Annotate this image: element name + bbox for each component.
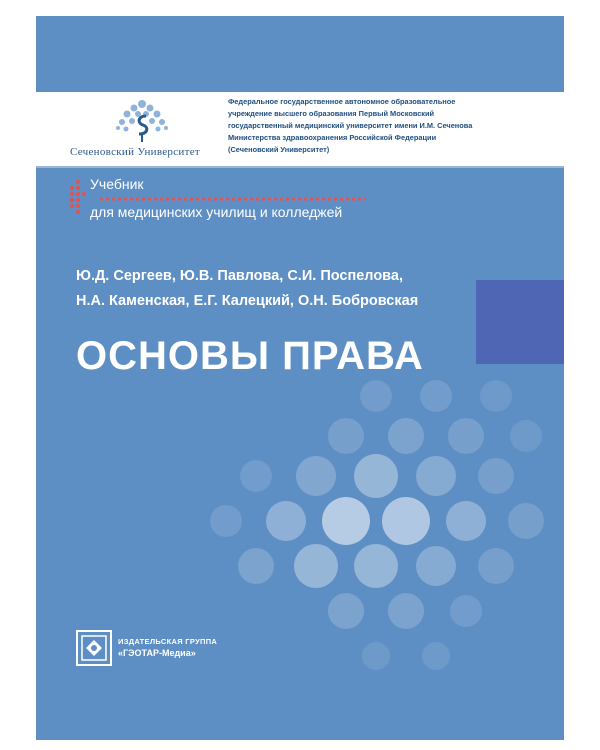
publisher-group-label: ИЗДАТЕЛЬСКАЯ ГРУППА [118,637,218,646]
book-cover [36,16,564,740]
book-type: Учебник [90,176,144,192]
university-logo [50,96,220,162]
publisher-block [76,628,276,668]
publisher-logo-icon [76,630,112,666]
header-band [36,92,564,168]
institution-line: Федеральное государственное автономное образовательное [228,97,456,106]
university-name: Сеченовский Университет [69,146,201,158]
institution-line: (Сеченовский Университет) [228,145,330,154]
authors-line: Ю.Д. Сергеев, Ю.В. Павлова, С.И. Поспелова, [76,268,403,284]
authors [76,264,418,314]
band-divider [36,166,564,168]
institution-line: учреждение высшего образования Первый Московский [228,109,435,118]
book-audience: для медицинских училищ и колледжей [90,204,343,220]
tree-logo-icon [112,96,172,144]
book-title: ОСНОВЫ ПРАВА [76,334,424,378]
institution-line: Министерства здравоохранения Российской Федерации [228,133,437,142]
institution-line: государственный медицинский университет имени И.М. Сеченова [228,121,473,130]
publisher-name: «ГЭОТАР-Медиа» [118,648,196,658]
authors-line: Н.А. Каменская, Е.Г. Калецкий, О.Н. Бобровская [76,293,419,309]
institution-text [228,96,558,156]
accent-block [476,280,564,364]
dotted-divider [76,197,366,201]
